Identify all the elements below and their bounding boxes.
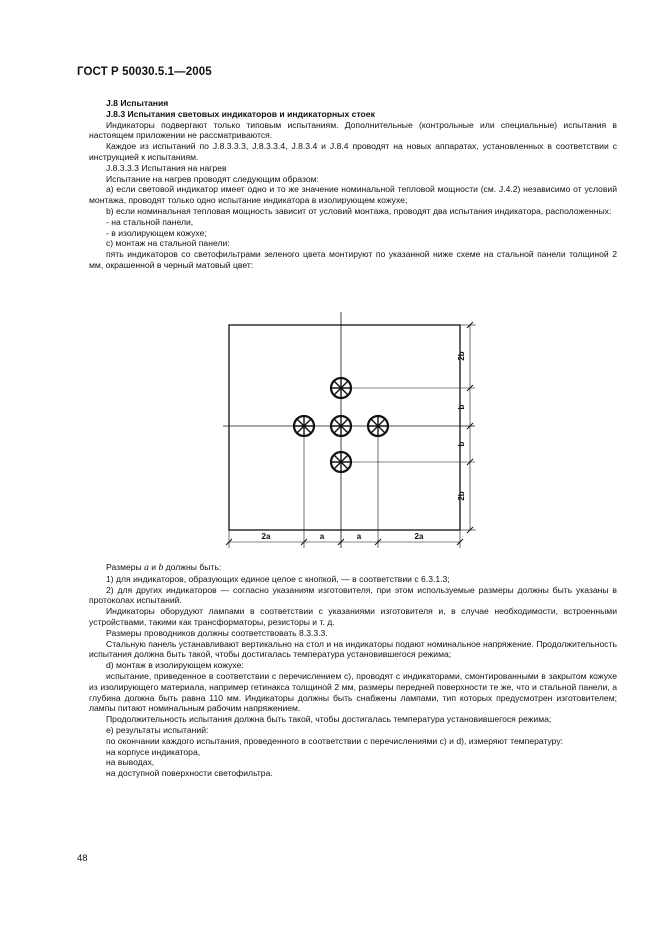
dim-label-2b-top: 2b <box>457 351 466 361</box>
indicator-center-icon <box>331 416 351 436</box>
standard-header: ГОСТ Р 50030.5.1—2005 <box>77 66 212 78</box>
list-item: - на стальной панели, <box>106 216 194 227</box>
dim-label-2a-left: 2a <box>261 532 271 541</box>
paragraph: Продолжительность испытания должна быть такой, чтобы достигалась температура установившегося режима; <box>106 714 552 725</box>
section-text-top <box>89 98 617 271</box>
list-item: на корпусе индикатора, <box>106 746 201 757</box>
list-item: с) монтаж на стальной панели: <box>106 238 230 249</box>
var-b: b <box>158 562 164 573</box>
dim-label-a-right: a <box>356 532 362 541</box>
list-item: на доступной поверхности светофильтра. <box>106 768 273 779</box>
dim-label-2b-bottom: 2b <box>457 491 466 501</box>
sizes-intro-mid: и <box>148 562 159 572</box>
list-item: 2) для других индикаторов — согласно указаниям изготовителя, при этом используемые размеры должны быть указаны в протоколах испытаний. <box>89 584 617 606</box>
indicator-bottom-icon <box>331 452 351 472</box>
indicator-top-icon <box>331 378 351 398</box>
dim-label-b-bottom: b <box>457 441 466 447</box>
dim-label-a-left: a <box>319 532 325 541</box>
clause-heading: J.8.3.3.3 Испытания на нагрев <box>106 162 227 173</box>
sizes-intro <box>89 562 617 574</box>
paragraph: Размеры проводников должны соответствовать 8.3.3.3. <box>106 627 328 638</box>
list-item: d) монтаж в изолирующем кожухе: <box>106 660 244 671</box>
list-item: е) результаты испытаний: <box>106 724 209 735</box>
paragraph: по окончании каждого испытания, проведенного в соответствии с перечислениями с) и d), измеряют температуру: <box>106 735 564 746</box>
paragraph: Каждое из испытаний по J.8.3.3.3, J.8.3.3.4, J.8.3.4 и J.8.4 проводят на новых аппаратах, установленных в соответствии с инструкцией к испытаниям. <box>89 141 617 162</box>
dim-label-2a-right: 2a <box>414 532 424 541</box>
list-item: а) если световой индикатор имеет одно и то же значение номинальной тепловой мощности (см. J.4.2) независимо от условий монтажа, проводят только одно испытание индикатора в изолирующем кожухе; <box>89 184 617 206</box>
indicator-right-icon <box>368 416 388 436</box>
sizes-intro-start: Размеры <box>106 562 145 572</box>
paragraph: Индикаторы оборудуют лампами в соответствии с указаниями изготовителя и, в случае необходимости, встроенными устройствами, такими как трансформаторы, резисторы и т. д. <box>89 606 617 627</box>
diagram-svg <box>220 310 490 555</box>
paragraph: Испытание на нагрев проводят следующим образом: <box>106 173 319 184</box>
paragraph: испытание, приведенное в соответствии с перечислением с), проводят с индикаторами, смонтированными в закрытом кожухе из изолирующего материала, например гетинакса толщиной 2 мм, размеры передней поверхности те же, что и стальной панели, а глубина должна быть равна 110 мм. Индикаторы должны быть снабжены лампами, тип которых предусмотрен изготовителем; лампы питают номинальным рабочим напряжением. <box>89 670 617 714</box>
paragraph: Стальную панель устанавливают вертикально на стол и на индикаторы подают номинальное напряжение. Продолжительность испытания должна быть такой, чтобы достигалась температура установившегося режима; <box>89 638 617 660</box>
paragraph: Индикаторы подвергают только типовым испытаниям. Дополнительные (контрольные или специальные) испытания в настоящем приложении не рассматриваются. <box>89 119 617 141</box>
list-item: - в изолирующем кожухе; <box>106 227 207 238</box>
section-title: J.8 Испытания <box>106 98 169 108</box>
list-item: b) если номинальная тепловая мощность зависит от условий монтажа, проводят два испытания индикатора, расположенных: <box>106 205 612 216</box>
section-subtitle: J.8.3 Испытания световых индикаторов и индикаторных стоек <box>106 108 375 119</box>
paragraph: пять индикаторов со светофильтрами зеленого цвета монтируют по указанной ниже схеме на стальной панели толщиной 2 мм, окрашенной в черный матовый цвет: <box>89 249 617 270</box>
indicator-left-icon <box>294 416 314 436</box>
sizes-intro-end: должны быть: <box>163 562 222 572</box>
section-text-bottom <box>89 562 617 779</box>
var-a: a <box>144 562 149 573</box>
list-item: на выводах, <box>106 757 155 768</box>
dim-label-b-top: b <box>457 404 466 410</box>
page-number: 48 <box>77 853 88 864</box>
list-item: 1) для индикаторов, образующих единое целое с кнопкой, — в соответствии с 6.3.1.3; <box>106 573 450 584</box>
indicator-layout-diagram <box>220 310 490 555</box>
indicator-group <box>294 378 388 472</box>
